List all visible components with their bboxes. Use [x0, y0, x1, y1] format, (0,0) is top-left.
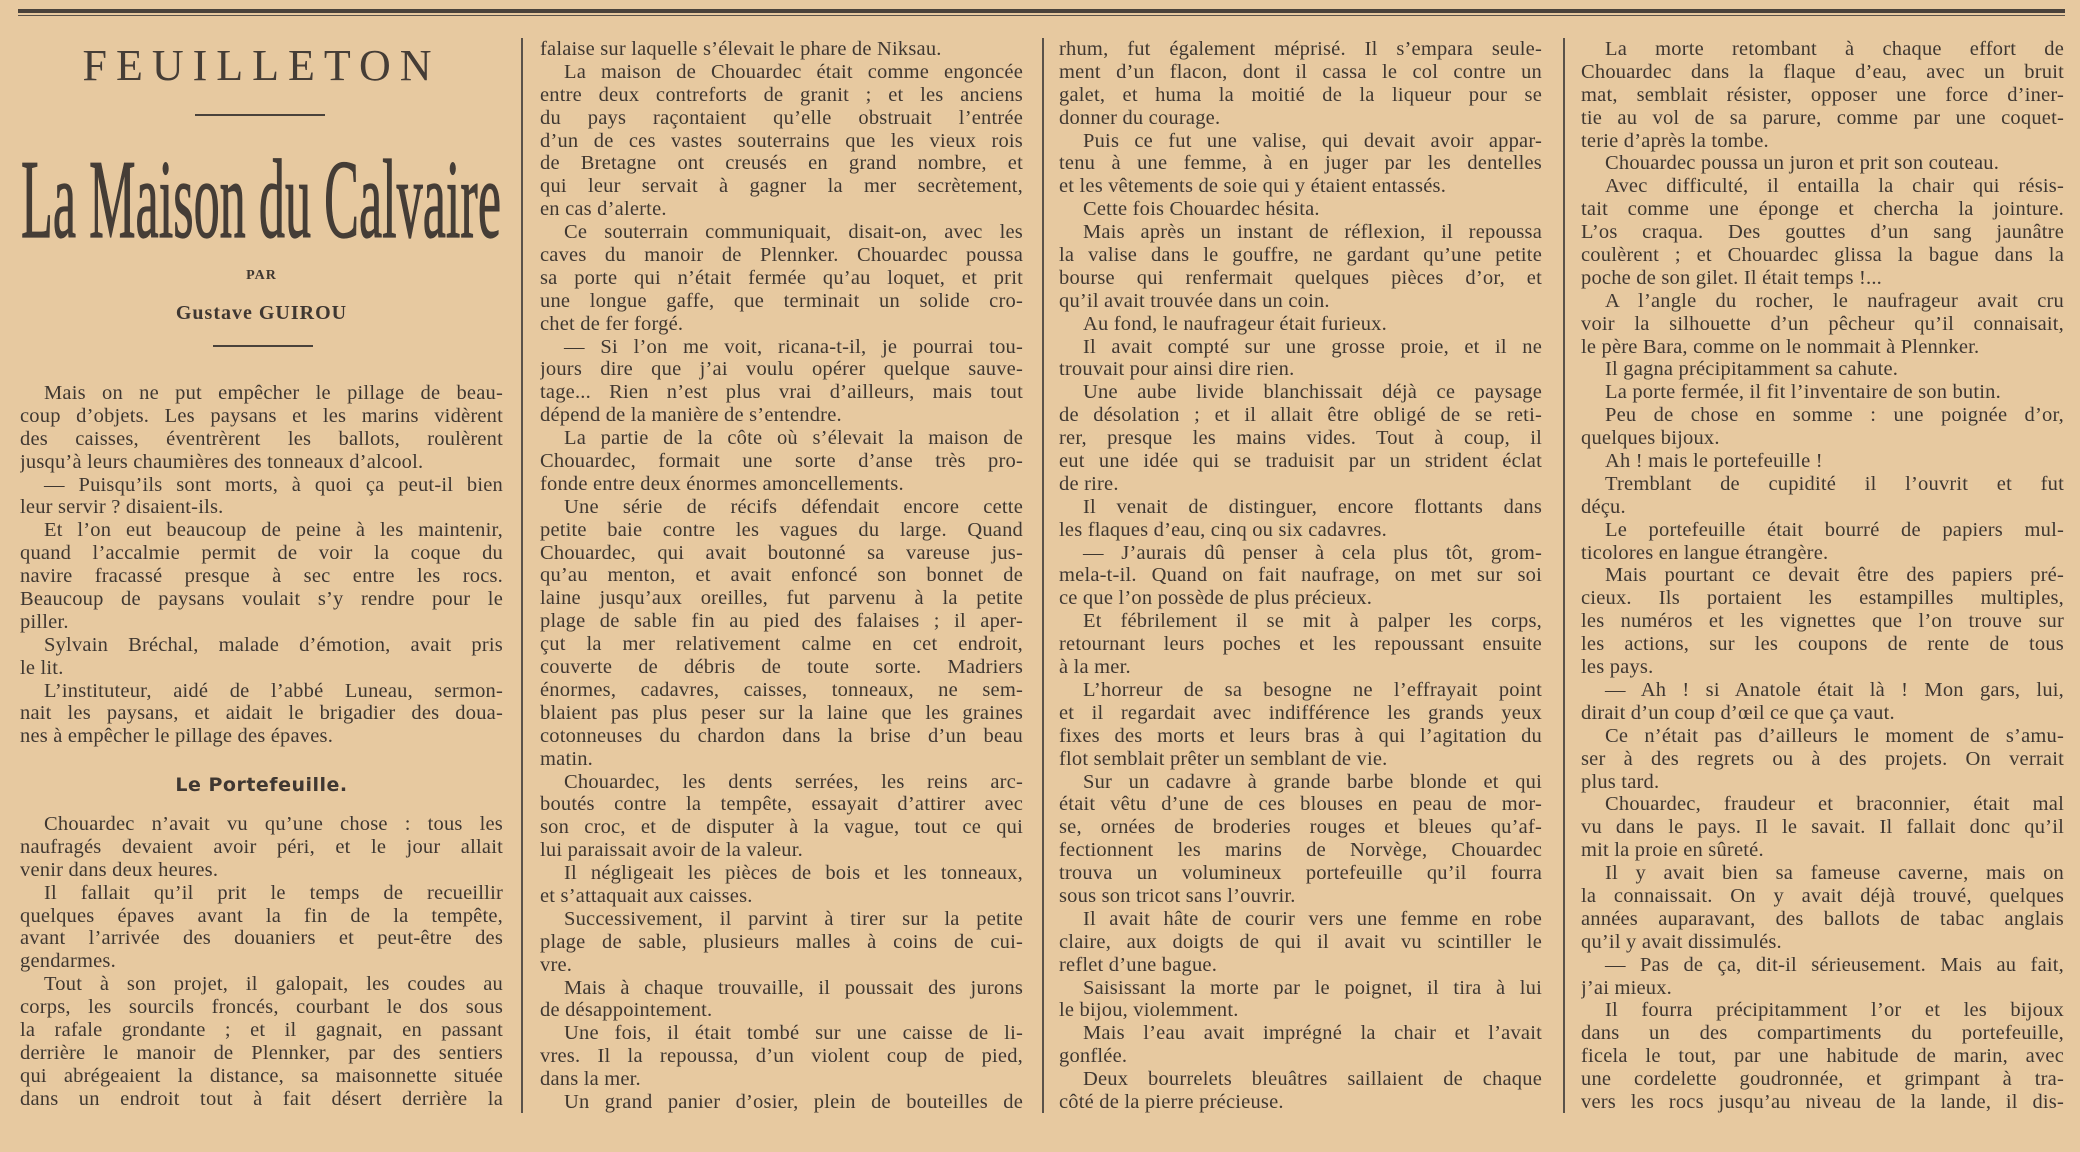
paragraph: [1059, 496, 1542, 542]
text-line: de rire.: [1059, 472, 1119, 495]
text-line: Et l’on eut beaucoup de peine à les maintenir,: [44, 519, 503, 542]
text-line: lui paraissait avoir de la valeur.: [540, 839, 803, 862]
text-line: la rafale grondante ; et il gagnait, en passant: [20, 1019, 503, 1042]
text-line: derrière le manoir de Plennker, par des sentiers: [20, 1041, 503, 1064]
text-line: ment d’un flacon, dont il cassa le col contre un: [1059, 60, 1542, 83]
paragraph: [1581, 450, 2064, 473]
text-line: plus tard.: [1581, 770, 1660, 793]
text-line: Mais à chaque trouvaille, il poussait des jurons: [564, 976, 1023, 999]
text-line: la connaissait. On y avait déjà trouvé, quelques: [1581, 884, 2064, 907]
paragraph: [20, 634, 503, 680]
text-line: les actions, sur les coupons de rente de tous: [1581, 633, 2064, 656]
text-line: son croc, et de disputer à la vague, tout ce qui: [540, 816, 1023, 839]
text-line: était vêtu d’une de ces blouses en peau de mor-: [1059, 793, 1542, 816]
paragraph: [1581, 793, 2064, 862]
text-line: Chouardec, qui avait boutonné sa vareuse jus-: [540, 541, 1023, 564]
text-line: tage... Rien n’est plus vrai d’ailleurs, mais tout: [540, 381, 1023, 404]
paragraph: [20, 882, 503, 974]
text-line: Il gagna précipitamment sa cahute.: [1605, 358, 1899, 381]
text-line: mat, semblait résister, opposer une force d’iner-: [1581, 83, 2064, 106]
text-line: mela-t-il. Quand on fait naufrage, on met sur soi: [1059, 564, 1542, 587]
text-line: — Ah ! si Anatole était là ! Mon gars, lui,: [1605, 678, 2064, 701]
text-line: La partie de la côte où s’élevait la maison de: [564, 427, 1023, 450]
text-line: L’os craqua. Des gouttes d’un sang jaunâtre: [1581, 221, 2064, 244]
text-line: cieux. Ils portaient les estampilles multiples,: [1581, 587, 2064, 610]
paragraph: [1059, 381, 1542, 495]
paragraph: [1581, 519, 2064, 565]
text-line: Successivement, il parvint à tirer sur la petite: [564, 907, 1023, 930]
text-line: entre deux contreforts de granit ; et les anciens: [540, 83, 1023, 106]
text-line: vres. Il la repoussa, d’un violent coup de pied,: [540, 1045, 1023, 1068]
text-line: dans un des compartiments du portefeuille,: [1581, 1022, 2064, 1045]
text-line: fonde entre deux énormes amoncellements.: [540, 472, 904, 495]
text-line: çut la mer relativement calme en cet endroit,: [540, 633, 1023, 656]
text-line: de Bretagne ont creusés en grand nombre, et: [540, 152, 1023, 175]
text-line: déçu.: [1581, 495, 1626, 518]
text-line: de désolation ; et il allait être obligé de se reti-: [1059, 404, 1542, 427]
text-line: matin.: [540, 747, 594, 770]
story-title: [18, 145, 505, 245]
paragraph: [540, 61, 1023, 221]
text-line: La porte fermée, il fit l’inventaire de son butin.: [1605, 381, 2001, 404]
text-line: à la mer.: [1059, 656, 1131, 679]
text-line: Puis ce fut une valise, qui devait avoir appar-: [1083, 129, 1542, 152]
text-line: nes à empêcher le pillage des épaves.: [20, 725, 334, 748]
text-line: Tout à son projet, il galopait, les coudes au: [44, 973, 503, 996]
text-line: leur servir ? disaient-ils.: [20, 496, 224, 519]
text-line: quand l’accalmie permit de voir la coque du: [20, 542, 503, 565]
text-line: A l’angle du rocher, le naufrageur avait cru: [1605, 289, 2064, 312]
text-line: reflet d’une bague.: [1059, 953, 1218, 976]
text-line: blaient pas plus peser sur la laine que les graines: [540, 701, 1023, 724]
text-line: ficela le tout, par une habitude de marin, avec: [1581, 1045, 2064, 1068]
text-line: Il négligeait les pièces de bois et les tonneaux,: [564, 862, 1023, 885]
paragraph: [540, 427, 1023, 496]
column-4: [1581, 38, 2064, 1114]
text-line: et les vêtements de soie qui y étaient entassés.: [1059, 175, 1447, 198]
header-rule: [195, 114, 325, 116]
text-line: Un grand panier d’osier, plein de bouteilles de: [564, 1090, 1023, 1113]
text-line: sa porte qui n’était fermée qu’au loquet, et prit: [540, 266, 1023, 289]
paragraph: [20, 474, 503, 520]
text-line: dépend de la manière de s’entendre.: [540, 404, 842, 427]
text-line: corps, les sourcils froncés, courbant le dos sous: [20, 996, 503, 1019]
text-line: se, ornées de broderies rouges et bleues qu’af-: [1059, 816, 1542, 839]
text-line: côté de la pierre précieuse.: [1059, 1090, 1284, 1113]
text-line: Saisissant la morte par le poignet, il tira à lui: [1083, 976, 1542, 999]
text-line: — Si l’on me voit, ricana-t-il, je pourrai tou-: [564, 335, 1023, 358]
paragraph: [1581, 679, 2064, 725]
page-top-rule: [18, 9, 2065, 13]
text-line: Sur un cadavre à grande barbe blonde et qui: [1083, 770, 1542, 793]
text-line: une longue gaffe, que terminait un solide cro-: [540, 289, 1023, 312]
author-rule: [213, 345, 313, 347]
paragraph: [1059, 679, 1542, 771]
paragraph: [20, 519, 503, 633]
paragraph: [1059, 38, 1542, 130]
text-line: quelques épaves avant la fin de la tempête,: [20, 904, 503, 927]
text-line: Peu de chose en somme : une poignée d’or,: [1605, 404, 2064, 427]
page-top-rule-thin: [18, 15, 2065, 16]
text-line: Mais pourtant ce devait être des papiers pré-: [1605, 564, 2064, 587]
paragraph: [540, 336, 1023, 428]
text-line: jusqu’à leurs chaumières des tonneaux d’alcool.: [20, 450, 424, 473]
text-line: du pays raçontaient qu’elle obstruait l’entrée: [540, 106, 1023, 129]
text-line: Chouardec, formait une sorte d’anse très pro-: [540, 450, 1023, 473]
text-line: — J’aurais dû penser à cela plus tôt, grom-: [1083, 541, 1542, 564]
text-line: trouva un volumineux portefeuille qu’il fourra: [1059, 862, 1542, 885]
paragraph: [540, 771, 1023, 863]
text-line: en cas d’alerte.: [540, 198, 667, 221]
paragraph: [1059, 336, 1542, 382]
text-line: caves du manoir de Plennker. Chouardec poussa: [540, 244, 1023, 267]
text-line: sous son tricot sans l’ouvrir.: [1059, 884, 1296, 907]
text-line: rer, presque les mains vides. Tout à coup, il: [1059, 427, 1542, 450]
text-line: rhum, fut également méprisé. Il s’empara seule-: [1059, 38, 1542, 60]
text-line: Avec difficulté, il entailla la chair qui résis-: [1605, 175, 2064, 198]
text-line: énormes, cadavres, caisses, tonneaux, ne sem-: [540, 678, 1023, 701]
paragraph: [1059, 313, 1542, 336]
text-line: mit la proie en sûreté.: [1581, 839, 1764, 862]
column-2: [540, 38, 1023, 1114]
paragraph: [1581, 358, 2064, 381]
paragraph: [1581, 404, 2064, 450]
paragraph: [1581, 999, 2064, 1113]
text-line: dans la mer.: [540, 1068, 641, 1091]
story-title-text: La Maison du Calvaire: [21, 145, 501, 245]
paragraph: [1581, 38, 2064, 152]
text-line: Chouardec dans la flaque d’eau, avec un bruit: [1581, 60, 2064, 83]
section-heading: Le Portefeuille.: [175, 774, 348, 796]
text-line: voir la silhouette d’un pêcheur qu’il connaisait,: [1581, 312, 2064, 335]
text-line: Une aube livide blanchissait déjà ce paysage: [1083, 381, 1542, 404]
paragraph: [540, 862, 1023, 908]
text-line: Il venait de distinguer, encore flottants dans: [1083, 495, 1542, 518]
text-line: Deux bourrelets bleuâtres saillaient de chaque: [1083, 1068, 1542, 1091]
paragraph: [20, 680, 503, 749]
text-line: Ce souterrain communiquait, disait-on, avec les: [564, 221, 1023, 244]
paragraph: [540, 1091, 1023, 1114]
text-line: falaise sur laquelle s’élevait le phare de Niksau.: [540, 38, 942, 60]
paragraph: [1581, 152, 2064, 175]
text-line: et il regardait avec indifférence les grands yeux: [1059, 701, 1542, 724]
text-line: les numéros et les vignettes que l’on trouve sur: [1581, 610, 2064, 633]
text-line: trouvait pour ainsi dire rien.: [1059, 358, 1295, 381]
text-line: eut une idée qui se traduisit par un strident éclat: [1059, 450, 1542, 473]
text-line: chet de fer forgé.: [540, 312, 684, 335]
feuilleton-label: FEUILLETON: [82, 41, 441, 90]
text-line: nait les paysans, et aidait le brigadier des doua-: [20, 702, 503, 725]
text-line: Ce n’était pas d’ailleurs le moment de s’amu-: [1605, 724, 2064, 747]
text-line: La morte retombant à chaque effort de: [1605, 38, 2064, 60]
text-line: Une fois, il était tombé sur une caisse de li-: [564, 1022, 1023, 1045]
text-line: couverte de débris de toute sorte. Madriers: [540, 656, 1023, 679]
text-line: coulèrent ; et Chouardec glissa la bague dans la: [1581, 244, 2064, 267]
text-line: qu’il y avait dissimulés.: [1581, 930, 1782, 953]
text-line: d’un de ces vastes souterrains que les vieux rois: [540, 129, 1023, 152]
paragraph: [540, 496, 1023, 771]
column-3: [1059, 38, 1542, 1114]
text-line: poche de son gilet. Il était temps !...: [1581, 266, 1882, 289]
text-line: Il avait compté sur une grosse proie, et il ne: [1083, 335, 1542, 358]
column-divider: [1042, 38, 1044, 1113]
text-line: et s’attaquait aux caisses.: [540, 884, 753, 907]
text-line: Tremblant de cupidité il l’ouvrit et fut: [1605, 472, 2064, 495]
text-line: gonflée.: [1059, 1045, 1128, 1068]
text-line: ce que l’on possède de plus précieux.: [1059, 587, 1373, 610]
text-line: la valise dans le gouffre, ne gardant qu’une petite: [1059, 244, 1542, 267]
paragraph: [1059, 542, 1542, 611]
text-line: Il avait hâte de courir vers une femme en robe: [1083, 907, 1542, 930]
text-line: j’ai mieux.: [1581, 976, 1673, 999]
paragraph: [1059, 130, 1542, 199]
paragraph: [1581, 954, 2064, 1000]
text-line: plage de sable fin au pied des falaises ; il aper-: [540, 610, 1023, 633]
paragraph: [1059, 977, 1542, 1023]
text-line: retournant leurs poches et les repoussant ensuite: [1059, 633, 1542, 656]
paragraph: [1059, 1022, 1542, 1068]
text-line: Ah ! mais le portefeuille !: [1605, 450, 1823, 473]
text-line: jours dire que j’ai voulu opérer quelque sauve-: [540, 358, 1023, 381]
text-line: Le portefeuille était bourré de papiers mul-: [1605, 518, 2064, 541]
text-line: de désappointement.: [540, 999, 713, 1022]
paragraph: [1581, 473, 2064, 519]
text-line: piller.: [20, 610, 69, 633]
paragraph: [540, 977, 1023, 1023]
text-line: vu dans le pays. Il le savait. Il fallait donc qu’il: [1581, 816, 2064, 839]
paragraph: [1581, 175, 2064, 289]
text-line: le bijou, violemment.: [1059, 999, 1239, 1022]
text-line: années auparavant, des ballots de tabac anglais: [1581, 907, 2064, 930]
paragraph: [20, 973, 503, 1110]
text-line: les pays.: [1581, 656, 1654, 679]
paragraph: [20, 813, 503, 882]
text-line: Sylvain Bréchal, malade d’émotion, avait pris: [44, 633, 503, 656]
text-line: naufragés devaient avoir péri, et le jour allait: [20, 835, 503, 858]
paragraph: [20, 382, 503, 474]
text-line: ser à des regrets ou à des projets. On verrait: [1581, 747, 2064, 770]
text-line: tie au vol de sa parure, comme par une coquet-: [1581, 106, 2064, 129]
column-1-section: [20, 813, 503, 1111]
text-line: Et fébrilement il se mit à palper les corps,: [1083, 610, 1542, 633]
text-line: bourse qui renfermait quelques pièces d’or, et: [1059, 266, 1542, 289]
text-line: L’horreur de sa besogne ne l’effrayait point: [1083, 678, 1542, 701]
text-line: Au fond, le naufrageur était furieux.: [1083, 312, 1387, 335]
paragraph: [540, 1022, 1023, 1091]
text-line: qu’il avait trouvée dans un coin.: [1059, 289, 1330, 312]
text-line: flot semblait prêter un semblant de vie.: [1059, 747, 1388, 770]
text-line: Il fourra précipitamment l’or et les bijoux: [1605, 999, 2064, 1022]
text-line: Il fallait qu’il prit le temps de recueillir: [44, 881, 503, 904]
text-line: Chouardec, les dents serrées, les reins arc-: [564, 770, 1023, 793]
text-line: les flaques d’eau, cinq ou six cadavres.: [1059, 518, 1387, 541]
text-line: tenu à une femme, à en juger par les dentelles: [1059, 152, 1542, 175]
text-line: Chouardec n’avait vu qu’une chose : tous les: [44, 813, 503, 835]
text-line: qui leur servait à gagner la mer secrètement,: [540, 175, 1023, 198]
text-line: navire fracassé presque à sec entre les rocs.: [20, 565, 503, 588]
paragraph: [1581, 725, 2064, 794]
text-line: plage de sable, plusieurs malles à coins de cui-: [540, 930, 1023, 953]
text-line: galet, et huma la moitié de la liqueur pour se: [1059, 83, 1542, 106]
text-line: le père Bara, comme on le nommait à Plennker.: [1581, 335, 1980, 358]
text-line: tait comme une éponge et chercha la jointure.: [1581, 198, 2064, 221]
paragraph: [1059, 610, 1542, 679]
text-line: — Puisqu’ils sont morts, à quoi ça peut-il bien: [44, 473, 503, 496]
text-line: petite baie contre les vagues du large. Quand: [540, 518, 1023, 541]
text-line: Cette fois Chouardec hésita.: [1083, 198, 1320, 221]
paragraph: [540, 38, 1023, 61]
text-line: dans un endroit tout à fait désert derrière la: [20, 1087, 503, 1110]
text-line: qu’au menton, et avait enfoncé son bonnet de: [540, 564, 1023, 587]
text-line: coup d’objets. Les paysans et les marins vidèrent: [20, 404, 503, 427]
paragraph: [1059, 771, 1542, 908]
text-line: une cordelette goudronnée, et grimpant à tra-: [1581, 1068, 2064, 1091]
paragraph: [1059, 1068, 1542, 1114]
column-divider: [1563, 38, 1565, 1113]
text-line: Beaucoup de paysans voulait s’y rendre pour le: [20, 588, 503, 611]
text-line: — Pas de ça, dit-il sérieusement. Mais au fait,: [1605, 953, 2064, 976]
text-line: Mais l’eau avait imprégné la chair et l’avait: [1083, 1022, 1542, 1045]
text-line: La maison de Chouardec était comme engoncée: [564, 60, 1023, 83]
text-line: venir dans deux heures.: [20, 858, 219, 881]
paragraph: [540, 908, 1023, 977]
paragraph: [1581, 564, 2064, 678]
text-line: le lit.: [20, 656, 64, 679]
author-name: Gustave GUIROU: [175, 302, 348, 324]
text-line: quelques bijoux.: [1581, 427, 1720, 450]
text-line: gendarmes.: [20, 950, 116, 973]
byline-par: PAR: [246, 268, 277, 283]
text-line: Mais on ne put empêcher le pillage de beau-: [44, 382, 503, 404]
text-line: Chouardec, fraudeur et braconnier, était mal: [1605, 793, 2064, 816]
text-line: ticolores en langue étrangère.: [1581, 541, 1829, 564]
text-line: avant l’arrivée des douaniers et peut-être des: [20, 927, 503, 950]
text-line: donner du courage.: [1059, 106, 1221, 129]
text-line: Chouardec poussa un juron et prit son couteau.: [1605, 152, 2000, 175]
text-line: boutés contre la tempête, essayait d’attirer avec: [540, 793, 1023, 816]
text-line: cotonneuses du chardon dans la brise d’un beau: [540, 724, 1023, 747]
text-line: Il y avait bien sa fameuse caverne, mais on: [1605, 862, 2064, 885]
paragraph: [1059, 221, 1542, 313]
column-divider: [521, 38, 523, 1113]
text-line: des caisses, éventrèrent les ballots, roulèrent: [20, 427, 503, 450]
text-line: Mais après un instant de réflexion, il repoussa: [1083, 221, 1542, 244]
text-line: dirait d’un coup d’œil ce que ça vaut.: [1581, 701, 1895, 724]
text-line: terie d’après la tombe.: [1581, 129, 1769, 152]
text-line: Une série de récifs défendait encore cette: [564, 495, 1023, 518]
paragraph: [1581, 862, 2064, 954]
column-1-intro: [20, 382, 503, 748]
paragraph: [1581, 290, 2064, 359]
text-line: vre.: [540, 953, 573, 976]
text-line: claire, aux doigts de qui il avait vu scintiller le: [1059, 930, 1542, 953]
text-line: laine jusqu’aux oreilles, fut parvenu à la petite: [540, 587, 1023, 610]
paragraph: [540, 221, 1023, 335]
text-line: fectionnent les marins de Norvège, Chouardec: [1059, 839, 1542, 862]
text-line: fixes des morts et leurs bras à qui l’agitation du: [1059, 724, 1542, 747]
text-line: qui abrégeaient la distance, sa maisonnette située: [20, 1064, 503, 1087]
text-line: L’instituteur, aidé de l’abbé Luneau, sermon-: [44, 679, 503, 702]
text-line: vers les rocs jusqu’au niveau de la lande, il dis-: [1581, 1090, 2064, 1113]
paragraph: [1581, 381, 2064, 404]
paragraph: [1059, 908, 1542, 977]
paragraph: [1059, 198, 1542, 221]
